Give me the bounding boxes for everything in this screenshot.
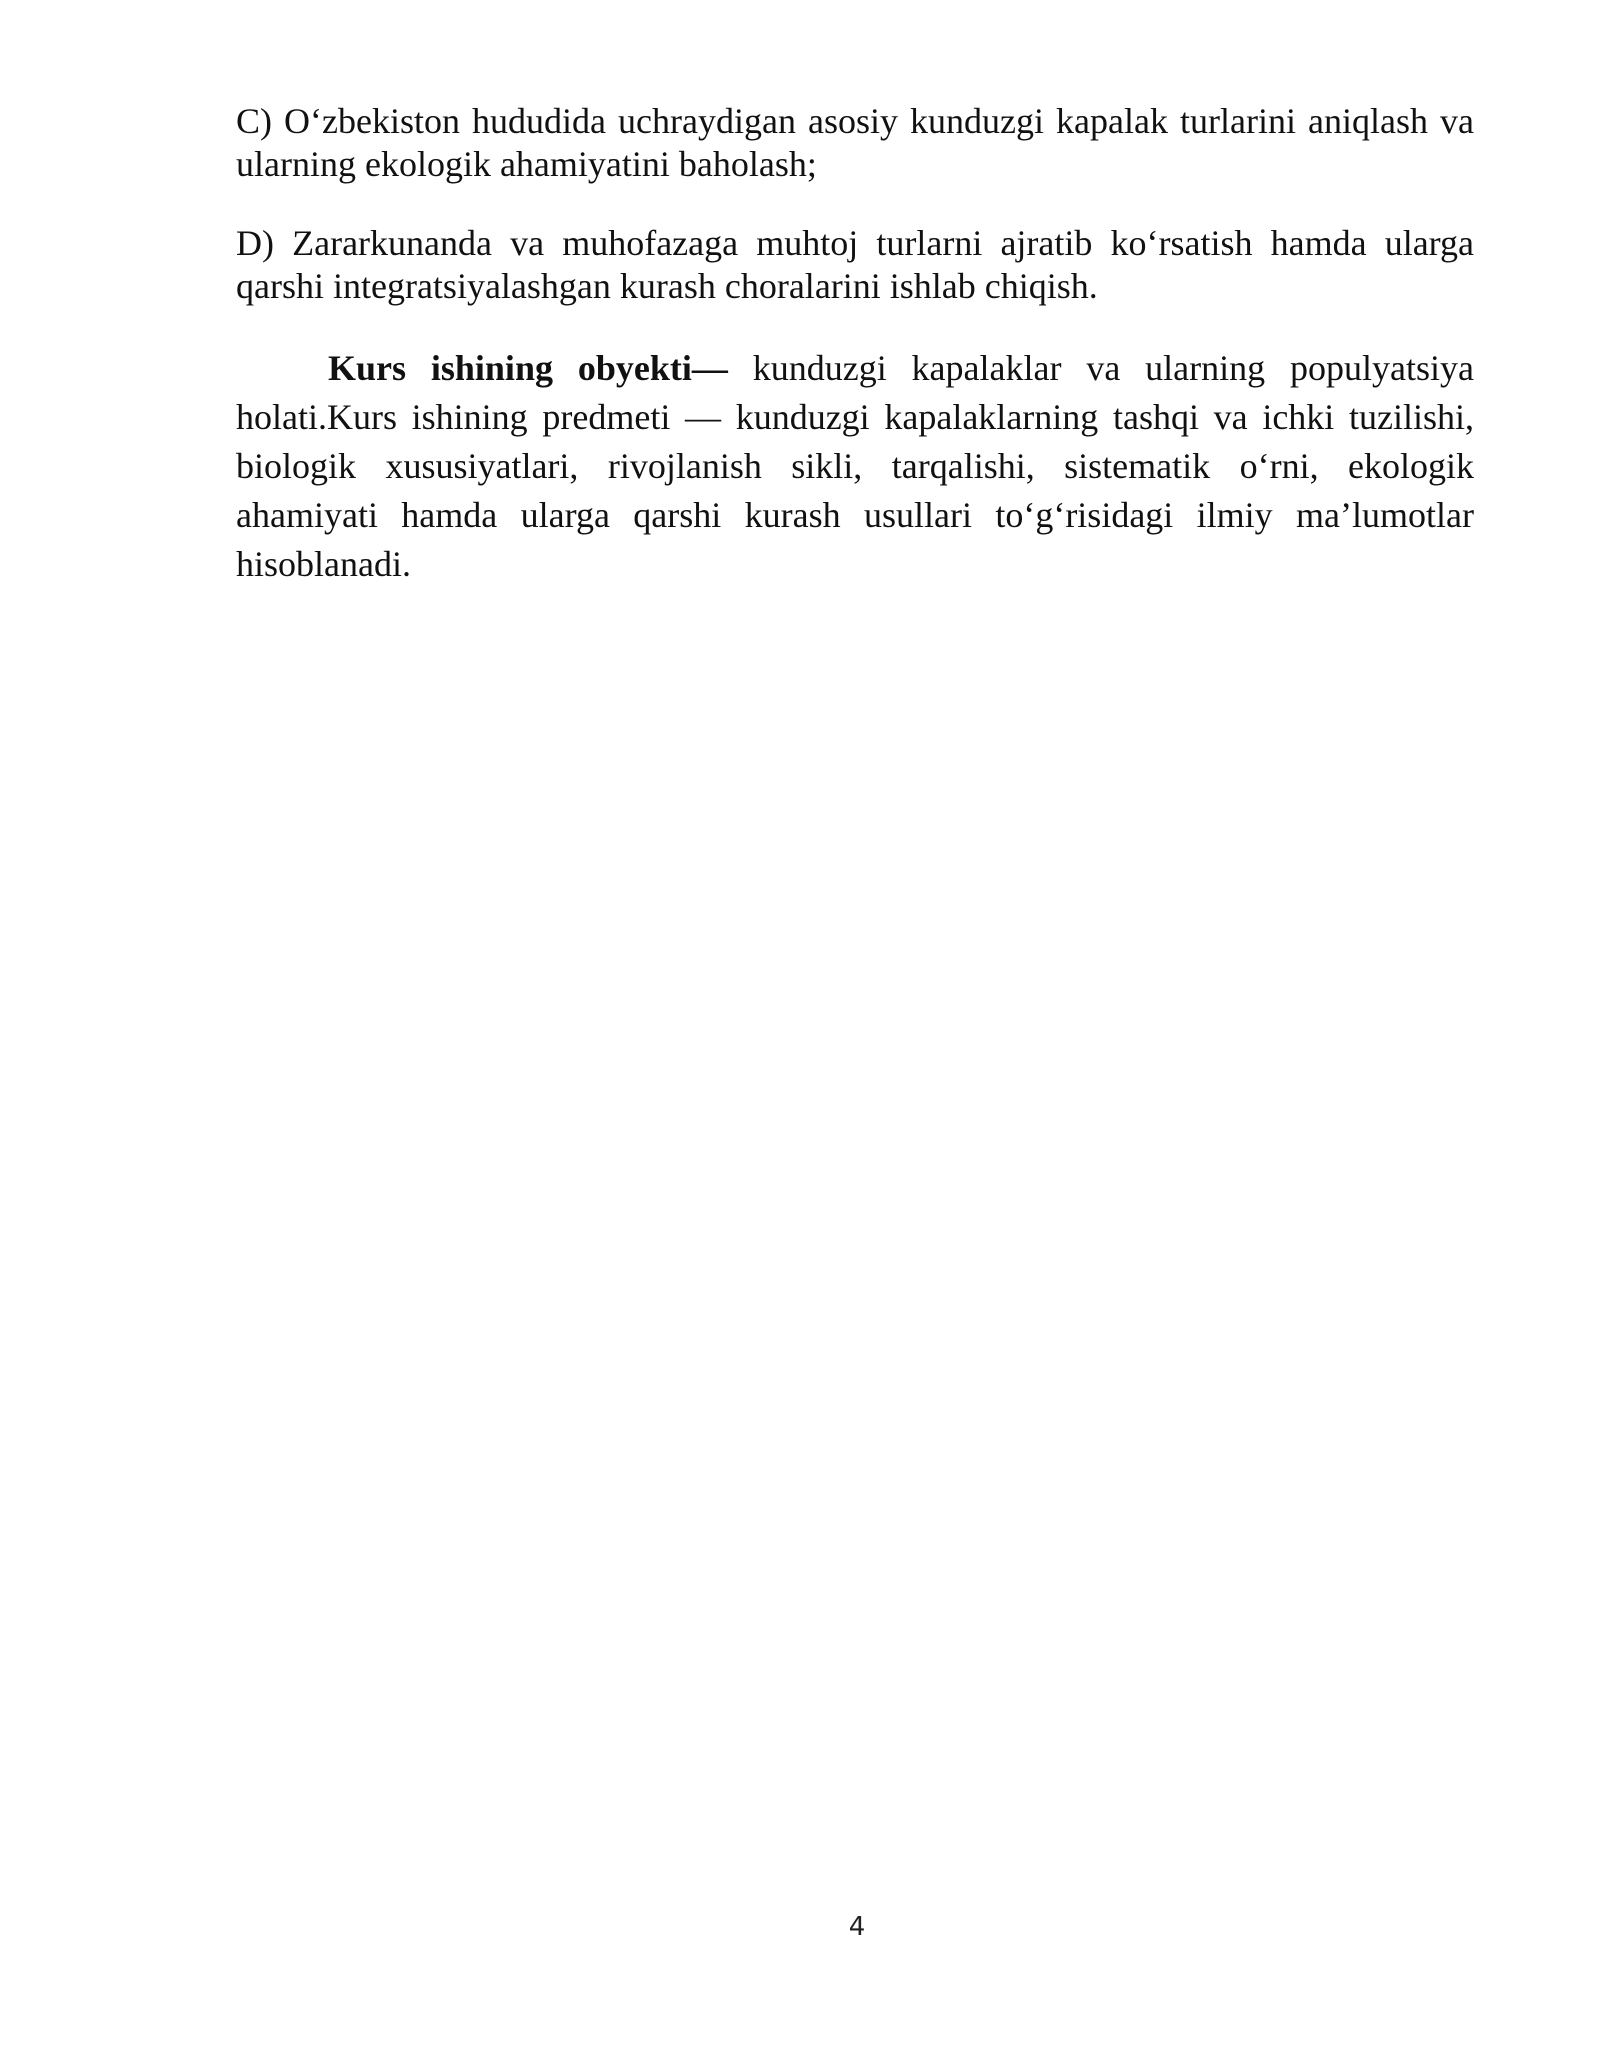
paragraph-item-d: D) Zararkunanda va muhofazaga muhtoj turlarni ajratib ko‘rsatish hamda ularga qarshi integratsiyalashgan kurash choralarini ishlab chiqish. xyxy=(236,223,1474,306)
paragraph-item-c: C) O‘zbekiston hududida uchraydigan asosiy kunduzgi kapalak turlarini aniqlash va ularning ekologik ahamiyatini baholash; xyxy=(236,101,1474,184)
object-heading: Kurs ishining obyekti— xyxy=(328,348,728,388)
object-paragraph-text: kunduzgi kapalaklar va ularning populyatsiya holati.Kurs ishining predmeti — kunduzgi kapalaklarning tashqi va ichki tuzilishi, biologik xususiyatlari, rivojlanish sikli, tarqalishi, sistematik o‘rni, ekologik ahamiyati hamda ularga qarshi kurash usullari to‘g‘risidagi ilmiy ma’lumotlar hisoblanadi. xyxy=(236,348,1474,584)
page-number: 4 xyxy=(848,1912,866,1942)
page-body xyxy=(236,100,1474,589)
object-paragraph xyxy=(236,344,1474,589)
